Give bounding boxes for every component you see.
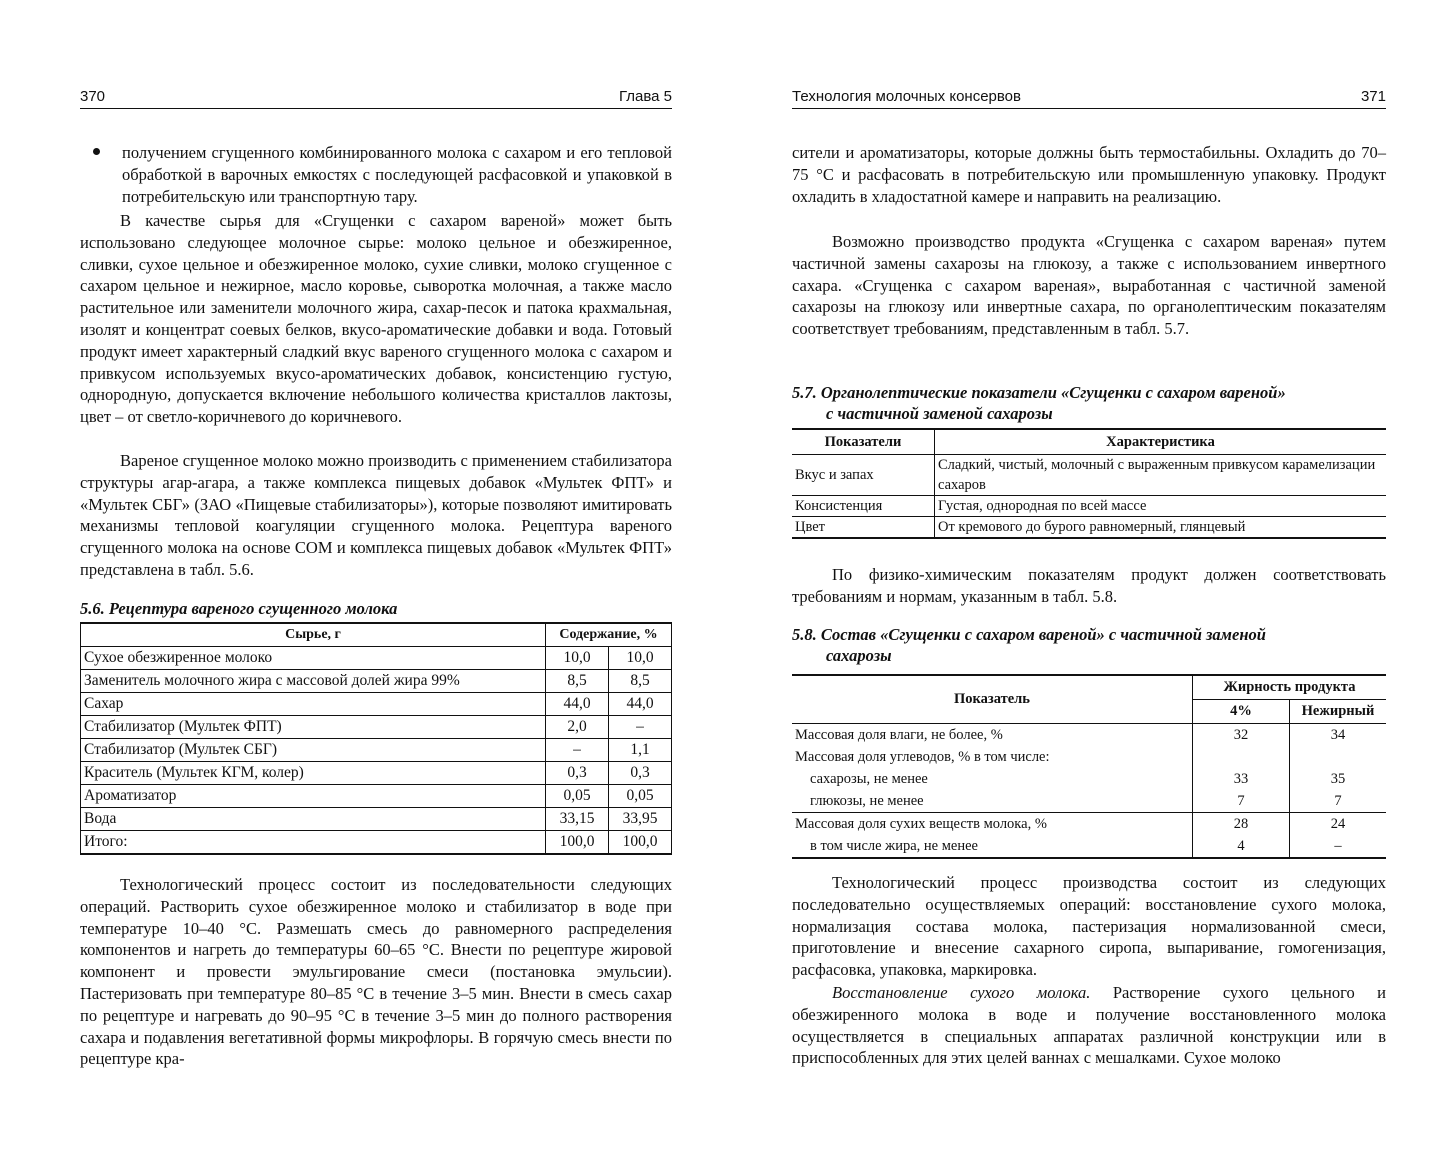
table-row: [81, 693, 672, 716]
table-cell-indicator: Цвет: [792, 517, 935, 539]
table-cell-value-4pct: [1193, 746, 1290, 768]
table-cell-value-a: 33,15: [546, 808, 609, 831]
table-row: [792, 455, 1386, 496]
table-row: [792, 724, 1386, 747]
table-cell-name: Стабилизатор (Мультек ФПТ): [81, 716, 546, 739]
bullet-text: получением сгущенного комбинированного молока с сахаром и его тепловой обработкой в варочных емкостях с последующей расфасовкой и упаковкой в потребительскую или транспортную тару.: [122, 143, 672, 206]
table-5-7-header-characteristic: Характеристика: [935, 429, 1387, 455]
table-cell-name: Итого:: [81, 831, 546, 855]
table-cell-value-a: 10,0: [546, 647, 609, 670]
table-cell-value-b: 10,0: [609, 647, 672, 670]
table-5-8-caption-line-1: 5.8. Состав «Сгущенки с сахаром вареной» с частичной заменой: [792, 625, 1266, 644]
table-5-8-header-indicator: Показатель: [792, 675, 1193, 724]
left-page-number: 370: [80, 88, 106, 105]
table-cell-indicator: сахарозы, не менее: [792, 768, 1193, 790]
table-row: [792, 790, 1386, 813]
table-cell-value-a: 8,5: [546, 670, 609, 693]
table-5-7: [792, 428, 1386, 539]
table-cell-value-4pct: 33: [1193, 768, 1290, 790]
table-cell-indicator: в том числе жира, не менее: [792, 835, 1193, 858]
table-5-8: [792, 674, 1386, 859]
table-cell-indicator: глюкозы, не менее: [792, 790, 1193, 813]
table-5-8-header-fat: Жирность продукта: [1193, 675, 1387, 700]
table-row: [81, 785, 672, 808]
table-5-7-caption-line-2: с частичной заменой сахарозы: [826, 404, 1053, 423]
table-cell-characteristic: Густая, однородная по всей массе: [935, 496, 1387, 517]
table-cell-name: Вода: [81, 808, 546, 831]
table-5-7-header-indicators: Показатели: [792, 429, 935, 455]
table-cell-value-skim: 34: [1290, 724, 1387, 747]
bullet-icon: [93, 148, 100, 155]
table-cell-value-a: 44,0: [546, 693, 609, 716]
table-cell-value-a: 0,3: [546, 762, 609, 785]
table-cell-value-b: 0,05: [609, 785, 672, 808]
table-5-8-caption-line-2: сахарозы: [826, 646, 892, 665]
table-cell-value-4pct: 7: [1193, 790, 1290, 813]
table-row: [81, 670, 672, 693]
right-paragraph-3: По физико-химическим показателям продукт должен соответствовать требованиям и нормам, указанным в табл. 5.8.: [792, 565, 1386, 606]
table-cell-value-4pct: 4: [1193, 835, 1290, 858]
table-cell-value-b: 8,5: [609, 670, 672, 693]
left-chapter-title: Глава 5: [618, 88, 672, 105]
table-cell-value-b: –: [609, 716, 672, 739]
right-paragraph-5-text: Растворение сухого цельного и обезжиренного молока в воде и получение восстановленного молока осуществляется в специальных аппаратах различной конструкции или в приспособленных для этих целей ваннах с мешалками. Сухое молоко: [792, 983, 1386, 1068]
left-paragraph-2: Вареное сгущенное молоко можно производить с применением стабилизатора структуры агар-агара, а также комплекса пищевых добавок «Мультек ФПТ» и «Мультек СБГ» (ЗАО «Пищевые стабилизаторы»), которые позволяют имитировать механизмы тепловой коагуляции сгущенного молока. Рецептура вареного сгущенного молока на основе СОМ и комплекса пищевых добавок «Мультек ФПТ» представлена в табл. 5.6.: [80, 451, 672, 579]
table-row: [792, 517, 1386, 539]
table-row: [81, 831, 672, 855]
table-5-7-caption-line-1: 5.7. Органолептические показатели «Сгущенки с сахаром вареной»: [792, 383, 1286, 402]
table-cell-value-a: 0,05: [546, 785, 609, 808]
table-cell-indicator: Вкус и запах: [792, 455, 935, 496]
table-cell-name: Сухое обезжиренное молоко: [81, 647, 546, 670]
right-paragraph-2: Возможно производство продукта «Сгущенка с сахаром вареная» путем частичной замены сахарозы на глюкозу, а также с использованием инвертного сахара. «Сгущенка с сахаром вареная», выработанная с частичной заменой сахарозы на глюкозу или инвертные сахара, по органолептическим показателям соответствует требованиям, представленным в табл. 5.7.: [792, 232, 1386, 339]
table-cell-value-4pct: 28: [1193, 813, 1290, 836]
table-row: [81, 762, 672, 785]
right-paragraph-4: Технологический процесс производства состоит из следующих последовательно осуществляемых операций: восстановление сухого молока, нормализация состава молока, пастеризация нормализованной смеси, приготовление и внесение сахарного сиропа, выпаривание, гомогенизация, расфасовка, упаковка, маркировка.: [792, 873, 1386, 980]
right-paragraph-5: [792, 982, 1386, 1069]
table-cell-value-a: 100,0: [546, 831, 609, 855]
table-row: [792, 746, 1386, 768]
table-cell-indicator: Массовая доля влаги, не более, %: [792, 724, 1193, 747]
table-cell-name: Сахар: [81, 693, 546, 716]
left-running-head: [80, 86, 672, 109]
table-cell-value-skim: 7: [1290, 790, 1387, 813]
bullet-paragraph: [80, 142, 672, 207]
left-paragraph-3: Технологический процесс состоит из последовательности следующих операций. Растворить сухое обезжиренное молоко и стабилизатор в воде при температуре 10–40 °С. Размешать смесь до равномерного распределения компонентов и нагреть до температуры 60–65 °С. Внести по рецептуре жировой компонент и провести эмульгирование смеси (постановка эмульсии). Пастеризовать при температуре 80–85 °С в течение 3–5 мин. Внести в смесь сахар по рецептуре и нагревать до 90–95 °С в течение 3–5 мин до полного растворения сахара и подавления вегетативной формы микрофлоры. В горячую смесь внести по рецептуре кра-: [80, 875, 672, 1069]
left-page: [80, 0, 672, 1157]
right-chapter-title: Технология молочных консервов: [792, 88, 1021, 105]
right-page: [792, 0, 1386, 1157]
table-cell-value-b: 33,95: [609, 808, 672, 831]
table-cell-value-skim: 35: [1290, 768, 1387, 790]
table-5-6-caption: 5.6. Рецептура вареного сгущенного молока: [80, 599, 398, 618]
table-cell-name: Ароматизатор: [81, 785, 546, 808]
table-5-6: [80, 622, 672, 855]
table-row: [81, 739, 672, 762]
table-cell-characteristic: От кремового до бурого равномерный, глянцевый: [935, 517, 1387, 539]
table-cell-value-b: 0,3: [609, 762, 672, 785]
table-5-8-header-skim: Нежирный: [1290, 700, 1387, 724]
table-row: [792, 496, 1386, 517]
table-row: [81, 716, 672, 739]
table-cell-indicator: Массовая доля углеводов, % в том числе:: [792, 746, 1193, 768]
table-cell-name: Стабилизатор (Мультек СБГ): [81, 739, 546, 762]
table-cell-value-a: 2,0: [546, 716, 609, 739]
table-row: [792, 813, 1386, 836]
table-5-7-caption: [792, 382, 1386, 424]
table-cell-value-b: 1,1: [609, 739, 672, 762]
table-cell-value-4pct: 32: [1193, 724, 1290, 747]
right-page-number: 371: [1360, 88, 1386, 105]
right-paragraph-5-italic: Восстановление сухого молока.: [832, 983, 1091, 1002]
table-cell-value-skim: –: [1290, 835, 1387, 858]
table-5-8-caption: [792, 624, 1386, 666]
table-5-6-header-raw: Сырье, г: [81, 623, 546, 647]
table-row: [81, 808, 672, 831]
table-cell-name: Заменитель молочного жира с массовой долей жира 99%: [81, 670, 546, 693]
table-cell-indicator: Массовая доля сухих веществ молока, %: [792, 813, 1193, 836]
table-cell-value-b: 44,0: [609, 693, 672, 716]
right-running-head: [792, 86, 1386, 109]
table-cell-value-skim: [1290, 746, 1387, 768]
table-cell-indicator: Консистенция: [792, 496, 935, 517]
left-paragraph-1: В качестве сырья для «Сгущенки с сахаром вареной» может быть использовано следующее молочное сырье: молоко цельное и обезжиренное, сливки, сухое цельное и обезжиренное молоко, сухие сливки, молоко сгущенное с сахаром цельное и нежирное, масло коровье, сыворотка молочная, а также масло растительное или заменители молочного жира, сахар-песок и патока крахмальная, изолят и концентрат соевых белков, вкусо-ароматические добавки и вода. Готовый продукт имеет характерный сладкий вкус вареного сгущенного молока с сахаром и привкусом используемых вкусо-ароматических добавок, консистенцию густую, однородную, допускается включение небольшого количества кристаллов лактозы, цвет – от светло-коричневого до коричневого.: [80, 211, 672, 427]
table-cell-characteristic: Сладкий, чистый, молочный с выраженным привкусом карамелизации сахаров: [935, 455, 1387, 496]
table-row: [792, 768, 1386, 790]
table-cell-name: Краситель (Мультек КГМ, колер): [81, 762, 546, 785]
table-cell-value-skim: 24: [1290, 813, 1387, 836]
table-5-6-header-content: Содержание, %: [546, 623, 672, 647]
table-5-8-header-4pct: 4%: [1193, 700, 1290, 724]
table-cell-value-b: 100,0: [609, 831, 672, 855]
table-cell-value-a: –: [546, 739, 609, 762]
table-row: [81, 647, 672, 670]
right-paragraph-1: сители и ароматизаторы, которые должны быть термостабильны. Охладить до 70–75 °С и расфасовать в потребительскую или промышленную упаковку. Продукт охладить в хладостатной камере и направить на реализацию.: [792, 143, 1386, 206]
table-row: [792, 835, 1386, 858]
